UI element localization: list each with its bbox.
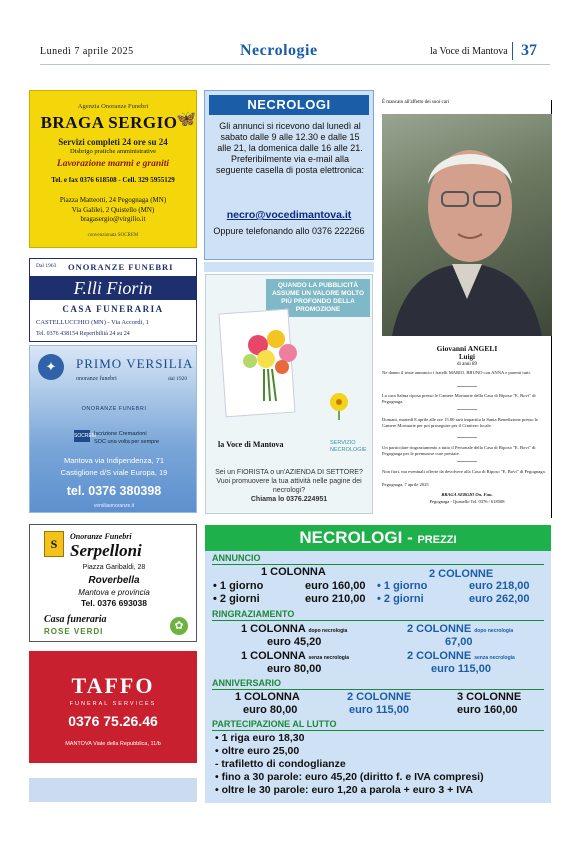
lutto-line: • 1 riga euro 18,30	[215, 732, 305, 744]
separator	[457, 461, 477, 462]
promo-box	[205, 274, 373, 514]
obituary-agency-phone: Pegognaga - Quistello Tel. 0376 / 618508	[429, 499, 505, 504]
section-annuncio: ANNUNCIO	[212, 553, 544, 565]
ring-c1b-sub: senza necrologia	[308, 655, 350, 661]
ring-c1a-sub: dopo necrologia	[308, 628, 348, 634]
ad-fiorin	[29, 258, 197, 342]
ad-heading: Onoranze Funebri	[70, 532, 132, 541]
annuncio-r2-label: • 2 giorni	[213, 593, 260, 605]
ad-admin: Disbrigo pratiche amministrative	[70, 148, 156, 155]
section-lutto: PARTECIPAZIONE AL LUTTO	[212, 719, 544, 731]
anniv-v2: euro 115,00	[349, 704, 409, 716]
ad-cremation-2: SOC una volta per sempre	[94, 439, 160, 445]
ad-footer: convenzionata SOCREM	[87, 233, 139, 238]
ring-c2b-sub: senza necrologia	[474, 655, 515, 661]
info-email-link[interactable]: necro@vocedimantova.it	[226, 209, 352, 221]
ad-services: FUNERAL SERVICES	[69, 701, 157, 707]
ad-address: Piazza Garibaldi, 28	[82, 564, 146, 571]
ad-phone: 0376 75.26.46	[68, 713, 158, 729]
ad-onoranze: ONORANZE FUNEBRI	[81, 406, 147, 412]
obituary-paragraph: Ne danno il triste annuncio i fratelli MARIO, BRUNO con ANNA e parenti tutti.	[382, 370, 531, 375]
ad-rose-verdi: ROSE VERDI	[44, 627, 104, 636]
obituary-agency: BRAGA SERGIO On. Fun.	[441, 492, 493, 497]
ad-casa: CASA FUNERARIA	[62, 304, 164, 314]
rose-icon: ✿	[170, 617, 188, 635]
ad-address-2: Via Galilei, 2 Quistello (MN)	[71, 205, 155, 214]
anniv-v3: euro 160,00	[457, 704, 518, 716]
info-phone: Oppure telefonando allo 0376 222266	[213, 226, 365, 236]
annuncio-r2-v2: euro 262,00	[469, 593, 530, 605]
ad-agency-label: Agenzia Onoranze Funebri	[77, 103, 149, 110]
obituary-date: Pegognaga, 7 aprile 2025	[382, 482, 429, 487]
lutto-line: - trafiletto di condoglianze	[215, 758, 346, 770]
ring-c1a-value: euro 45,20	[267, 636, 322, 648]
ring-c2a-title: 2 COLONNE	[407, 623, 472, 635]
ring-c2a-sub: dopo necrologia	[474, 628, 514, 634]
obituary-notice	[382, 100, 552, 518]
ad-name: BRAGA SERGIO	[40, 113, 178, 132]
obituary-paragraph: Non fiori, ma eventuali offerte da devolvere alla Casa di Riposo "E. Bovi" di Pegognaga.	[382, 469, 546, 474]
deceased-age: di anni 89	[457, 362, 477, 367]
obituary-lead: È mancato all'affetto dei suoi cari	[382, 100, 450, 105]
ad-address-2: Castiglione d/S viale Europa, 19	[60, 468, 168, 477]
flowers-icon	[236, 323, 306, 403]
ad-name: Serpelloni	[70, 541, 142, 560]
deceased-name: Giovanni ANGELI	[436, 344, 498, 353]
annuncio-r2-label2: • 2 giorni	[377, 593, 424, 605]
prices-title-sub: PREZZI	[417, 534, 457, 546]
annuncio-r1-label: • 1 giorno	[213, 580, 264, 592]
ad-phone: Tel. 0376 693038	[80, 598, 147, 608]
crest-icon: S	[44, 531, 64, 557]
newspaper-name: la Voce di Mantova	[430, 46, 508, 57]
annuncio-col1: 1 COLONNA	[261, 566, 326, 578]
ad-town: Roverbella	[88, 575, 140, 586]
ad-province: Mantova e provincia	[78, 588, 150, 597]
ad-since: dal 1920	[168, 376, 188, 382]
ad-address-1: Piazza Matteotti, 24 Pegognaga (MN)	[59, 196, 167, 204]
promo-q2: Vuoi promuovere la tua attività nelle pagine dei necrologi?	[216, 478, 362, 494]
page-number: 37	[521, 42, 537, 59]
section-title: Necrologie	[240, 42, 318, 59]
prices-title-dash: -	[402, 528, 418, 547]
ad-name: PRIMO VERSILIA	[76, 356, 194, 371]
ad-sub: onoranze funebri	[76, 376, 117, 382]
ring-c2b	[407, 650, 515, 662]
ad-website: versiliaonoranze.it	[93, 503, 135, 509]
ring-c1b	[241, 650, 349, 662]
promo-question	[206, 468, 372, 504]
promo-q3: Chiama lo 0376.224951	[250, 496, 328, 503]
ad-serpelloni	[29, 524, 197, 642]
ad-services: Servizi completi 24 ore su 24	[58, 137, 168, 147]
obituary-paragraph: Domani, martedì 8 aprile alle ore 15.00 sarà impartita la Santa Benedizione presso le Camere Mortuarie per poi proseguire per il Cimitero locale.	[382, 417, 539, 429]
butterfly-icon: 🦋	[176, 111, 196, 128]
annuncio-r2-v1: euro 210,00	[305, 593, 366, 605]
portrait-photo	[382, 114, 552, 336]
ad-braga-sergio	[29, 90, 197, 248]
promo-paper: la Voce di Mantova	[218, 440, 284, 449]
header-divider	[512, 42, 513, 60]
section-ringraziamento: RINGRAZIAMENTO	[212, 609, 544, 621]
promo-q1: Sei un FIORISTA o un'AZIENDA DI SETTORE?	[215, 469, 363, 476]
ad-address-1: Mantova via Indipendenza, 71	[63, 456, 165, 465]
dove-logo-icon: ✦	[38, 354, 64, 380]
separator	[457, 437, 477, 438]
annuncio-r1-v1: euro 160,00	[305, 580, 366, 592]
ring-c2b-value: euro 115,00	[431, 663, 491, 675]
deceased-nickname: Luigi	[459, 353, 475, 361]
ad-cremation	[94, 430, 159, 446]
header-date: Lunedì 7 aprile 2025	[40, 46, 134, 57]
lutto-line: • oltre euro 25,00	[215, 745, 300, 757]
filler-strip	[204, 262, 374, 272]
ring-c1a	[241, 623, 347, 635]
annuncio-r1-label2: • 1 giorno	[377, 580, 428, 592]
ad-name: F.lli Fiorin	[73, 278, 153, 298]
obituary-paragraph: La cara Salma riposa presso le Camere Mortuarie della Casa di Riposo "E. Bovi" di Pegognaga.	[382, 393, 536, 405]
ad-heading: ONORANZE FUNEBRI	[68, 262, 174, 272]
prices-title	[205, 525, 551, 551]
ad-marble: Lavorazione marmi e graniti	[56, 159, 170, 169]
prices-title-main: NECROLOGI	[299, 528, 403, 547]
ad-address	[30, 196, 196, 225]
header-rule	[40, 64, 550, 65]
ring-c2a-value: 67,00	[445, 636, 473, 648]
anniv-c2: 2 COLONNE	[347, 691, 412, 703]
necrologi-prices	[205, 525, 551, 803]
ring-c2a	[407, 623, 513, 635]
annuncio-r1-v2: euro 218,00	[469, 580, 530, 592]
separator	[457, 386, 477, 387]
anniv-v1: euro 80,00	[243, 704, 298, 716]
ad-email: bragasergio@virgilio.it	[80, 215, 146, 223]
separator	[457, 409, 477, 410]
promo-service: SERVIZIO NECROLOGIE	[330, 440, 367, 453]
annuncio-col2: 2 COLONNE	[429, 568, 494, 580]
anniv-c3: 3 COLONNE	[457, 691, 522, 703]
promo-headline: QUANDO LA PUBBLICITÀ ASSUME UN VALORE MOLTO PIÙ PROFONDO DELLA PROMOZIONE	[266, 279, 370, 317]
ring-c2b-title: 2 COLONNE	[407, 650, 472, 662]
ad-address: CASTELLUCCHIO (MN) - Via Accordi, 1	[36, 319, 149, 326]
info-text: Gli annunci si ricevono dal lunedì al sabato dalle 9 alle 12.30 e dalle 15 alle 21, la domenica dalle 16 alle 21. Preferibilmente via e-mail alla seguente casella di posta elettronica:	[215, 121, 365, 175]
ring-c1b-value: euro 80,00	[267, 663, 322, 675]
ad-cremation-1: Iscrizione Cremazioni	[94, 431, 147, 437]
anniv-c1: 1 COLONNA	[235, 691, 300, 703]
socrem-emblem: SOCREM	[74, 430, 90, 442]
ad-phone: Tel. e fax 0376 618508 - Cell. 329 5955129	[51, 176, 175, 184]
ring-c1a-title: 1 COLONNA	[241, 623, 306, 635]
ad-address: MANTOVA Viale della Repubblica, 11/b	[65, 741, 161, 747]
info-title: NECROLOGI	[209, 95, 369, 115]
lutto-line: • oltre le 30 parole: euro 1,20 a parola + euro 3 + IVA	[215, 784, 473, 796]
ad-taffo	[29, 651, 197, 763]
daisy-icon	[324, 390, 354, 420]
ad-phone: tel. 0376 380398	[66, 484, 162, 498]
ad-primo-versilia	[29, 345, 197, 513]
portrait-image	[382, 114, 552, 336]
ring-c1b-title: 1 COLONNA	[241, 650, 306, 662]
ad-name: TAFFO	[71, 673, 155, 698]
ad-casa: Casa funeraria	[44, 614, 107, 625]
section-anniversario: ANNIVERSARIO	[212, 678, 544, 690]
obituary-paragraph: Un particolare ringraziamento a tutto il Personale della Casa di Riposo "E. Bovi" di Pegognaga per le premurose cure prestate.	[382, 445, 536, 457]
ad-since: Dal 1963	[36, 263, 57, 269]
lutto-line: • fino a 30 parole: euro 45,20 (diritto f. e IVA compresi)	[215, 771, 484, 783]
necrologi-info-box	[204, 90, 374, 260]
filler-strip	[29, 778, 197, 802]
ad-phone: Tel. 0376 438154 Reperibilità 24 su 24	[36, 331, 130, 337]
